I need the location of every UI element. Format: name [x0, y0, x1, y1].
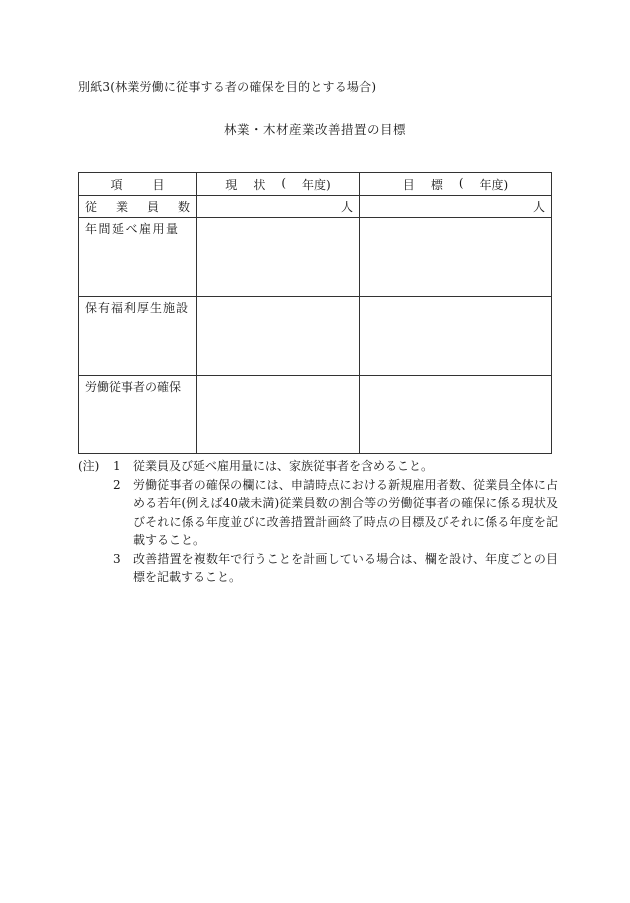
page-label: 別紙3(林業労働に従事する者の確保を目的とする場合) — [78, 80, 377, 94]
cell-labor-securing-target[interactable] — [360, 376, 552, 454]
cell-welfare-facilities-current[interactable] — [197, 297, 360, 376]
label-char: 従 — [85, 200, 98, 214]
header-current-part: 現 — [225, 177, 238, 192]
notes-section — [78, 457, 558, 587]
table-header-row — [79, 173, 552, 196]
row-label-annual-employment: 年間延べ雇用量 — [79, 218, 197, 297]
header-item — [79, 173, 197, 196]
note-item — [78, 550, 558, 587]
cell-employees-target[interactable] — [360, 196, 552, 218]
header-current-part: 状 — [253, 177, 266, 192]
document-title: 林業・木材産業改善措置の目標 — [223, 122, 406, 137]
header-current-part: 年度) — [302, 177, 331, 192]
note-number: 1 — [113, 459, 121, 473]
header-target-part: 年度) — [479, 177, 509, 192]
cell-welfare-facilities-target[interactable] — [360, 297, 552, 376]
cell-employees-current[interactable] — [197, 196, 360, 218]
table-row-labor-securing — [79, 376, 552, 454]
unit-label: 人 — [532, 200, 545, 214]
note-number: 2 — [113, 477, 121, 492]
notes-prefix: (注) — [78, 459, 100, 473]
header-item-char: 項 — [110, 177, 123, 192]
note-item — [78, 457, 558, 476]
note-text: 労働従事者の確保の欄には、申請時点における新規雇用者数、従業員全体に占める若年(例えば40歳未満)従業員数の割合等の労働従事者の確保に係る現状及びそれに係る年度並びに改善措置計画終了時点の目標及びそれに係る年度を記載すること。 — [133, 477, 558, 547]
cell-labor-securing-current[interactable] — [197, 376, 360, 454]
table-row-employees — [79, 196, 552, 218]
table-row-annual-employment — [79, 218, 552, 297]
header-target — [360, 173, 552, 196]
header-current-part: ( — [281, 175, 287, 190]
header-target-part: 目 — [402, 177, 415, 192]
label-char: 業 — [115, 200, 128, 214]
label-char: 数 — [177, 200, 190, 214]
label-char: 員 — [146, 200, 159, 214]
header-item-char: 目 — [152, 177, 165, 192]
improvement-targets-table — [78, 172, 552, 454]
note-text: 従業員及び延べ雇用量には、家族従事者を含めること。 — [133, 459, 434, 473]
header-current — [197, 173, 360, 196]
row-label-labor-securing: 労働従事者の確保 — [79, 376, 197, 454]
row-label-welfare-facilities: 保有福利厚生施設 — [79, 297, 197, 376]
note-number: 3 — [113, 551, 121, 566]
table-row-welfare-facilities — [79, 297, 552, 376]
header-target-part: ( — [458, 175, 464, 190]
header-target-part: 標 — [430, 177, 443, 192]
unit-label: 人 — [340, 200, 353, 214]
note-text: 改善措置を複数年で行うことを計画している場合は、欄を設け、年度ごとの目標を記載すること。 — [133, 551, 558, 584]
cell-annual-employment-current[interactable] — [197, 218, 360, 297]
row-label-employees — [79, 196, 197, 218]
note-item — [78, 476, 558, 550]
cell-annual-employment-target[interactable] — [360, 218, 552, 297]
